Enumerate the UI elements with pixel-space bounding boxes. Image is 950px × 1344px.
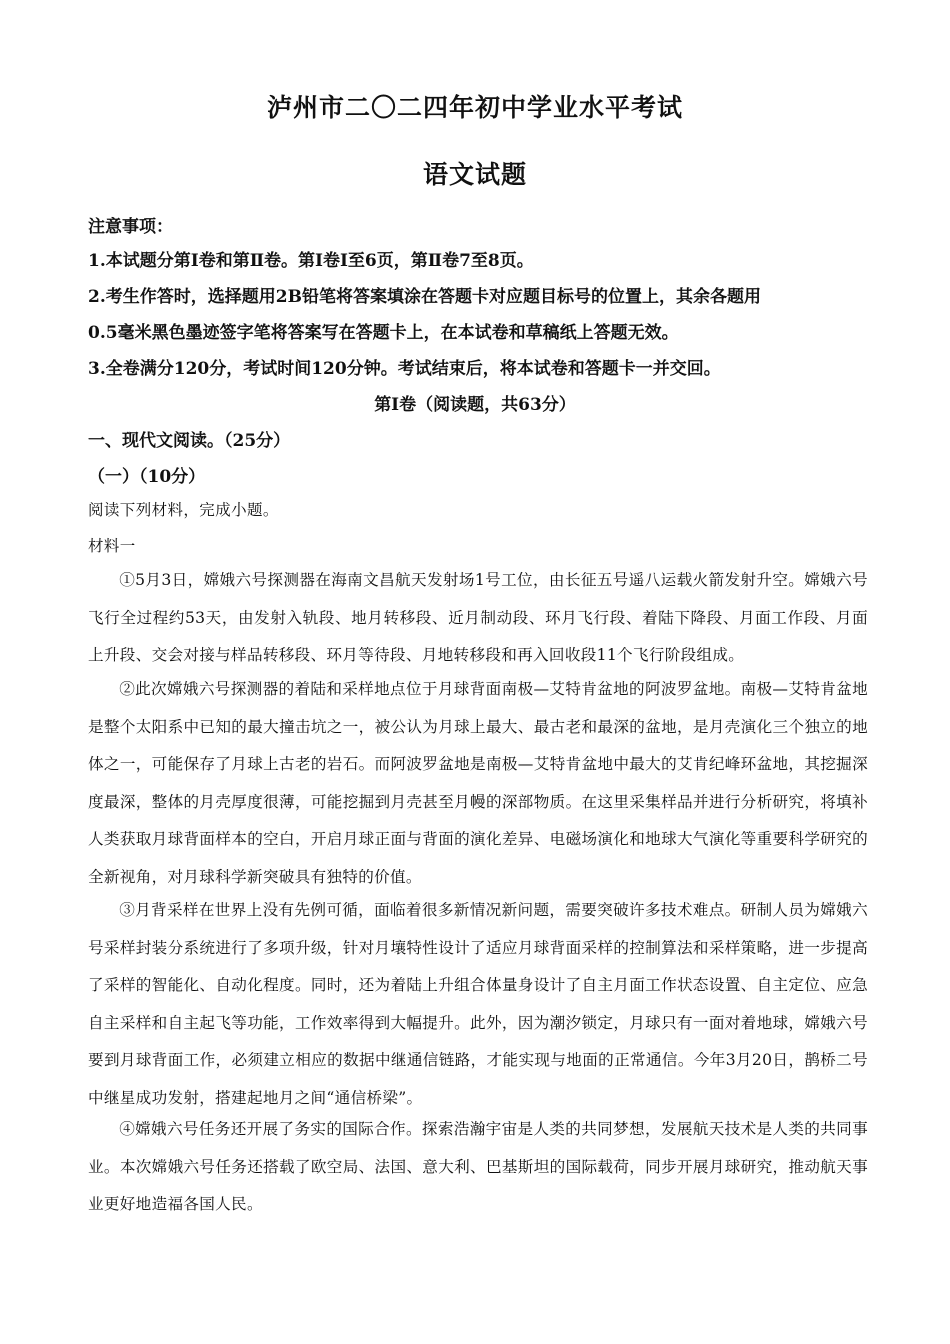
reading-instruction: 阅读下列材料，完成小题。 — [88, 501, 279, 519]
exam-title: 泸州市二〇二四年初中学业水平考试 — [266, 93, 683, 122]
notice-item: 0.5毫米黑色墨迹签字笔将答案写在答题卡上，在本试卷和草稿纸上答题无效。 — [88, 323, 679, 343]
paragraph-1: ①5月3日，嫦娥六号探测器在海南文昌航天发射场1号工位，由长征五号遥八运载火箭发射升空。嫦娥六号飞行全过程约53天，由发射入轨段、地月转移段、近月制动段、环月飞行段、着陆下降段、月面工作段、月面上升段、交会对接与样品转移段、环月等待段、月地转移段和再入回收段11个飞行阶段组成。 — [88, 571, 868, 664]
notice-heading: 注意事项： — [88, 217, 173, 237]
notice-item: 2.考生作答时，选择题用2B铅笔将答案填涂在答题卡对应题目标号的位置上，其余各题用 — [88, 287, 761, 307]
volume-heading: 第Ⅰ卷（阅读题，共63分） — [374, 395, 576, 415]
notice-item: 1.本试题分第Ⅰ卷和第Ⅱ卷。第Ⅰ卷Ⅰ至6页，第Ⅱ卷7至8页。 — [88, 251, 534, 271]
paragraph-2: ②此次嫦娥六号探测器的着陆和采样地点位于月球背面南极—艾特肯盆地的阿波罗盆地。南极—艾特肯盆地是整个太阳系中已知的最大撞击坑之一，被公认为月球上最大、最古老和最深的盆地，是月壳演化三个独立的地体之一，可能保存了月球上古老的岩石。而阿波罗盆地是南极—艾特肯盆地中最大的艾肯纪峰环盆地，其挖掘深度最深，整体的月壳厚度很薄，可能挖掘到月壳甚至月幔的深部物质。在这里采集样品并进行分析研究，将填补人类获取月球背面样本的空白，开启月球正面与背面的演化差异、电磁场演化和地球大气演化等重要科学研究的全新视角，对月球科学新突破具有独特的价值。 — [88, 680, 868, 886]
notice-item: 3.全卷满分120分，考试时间120分钟。考试结束后，将本试卷和答题卡一并交回。 — [88, 359, 721, 379]
exam-subtitle: 语文试题 — [422, 160, 527, 189]
material-label: 材料一 — [88, 537, 136, 555]
sub-section-heading: （一）（10分） — [88, 467, 206, 487]
section-heading: 一、现代文阅读。（25分） — [88, 431, 291, 451]
paragraph-3: ③月背采样在世界上没有先例可循，面临着很多新情况新问题，需要突破许多技术难点。研制人员为嫦娥六号采样封装分系统进行了多项升级，针对月壤特性设计了适应月球背面采样的控制算法和采样策略，进一步提高了采样的智能化、自动化程度。同时，还为着陆上升组合体量身设计了自主月面工作状态设置、自主定位、应急自主采样和自主起飞等功能，工作效率得到大幅提升。此外，因为潮汐锁定，月球只有一面对着地球，嫦娥六号要到月球背面工作，必须建立相应的数据中继通信链路，才能实现与地面的正常通信。今年3月20日，鹊桥二号中继星成功发射，搭建起地月之间“通信桥梁”。 — [88, 901, 868, 1107]
paragraph-4: ④嫦娥六号任务还开展了务实的国际合作。探索浩瀚宇宙是人类的共同梦想，发展航天技术是人类的共同事业。本次嫦娥六号任务还搭载了欧空局、法国、意大利、巴基斯坦的国际载荷，同步开展月球研究，推动航天事业更好地造福各国人民。 — [88, 1120, 868, 1213]
